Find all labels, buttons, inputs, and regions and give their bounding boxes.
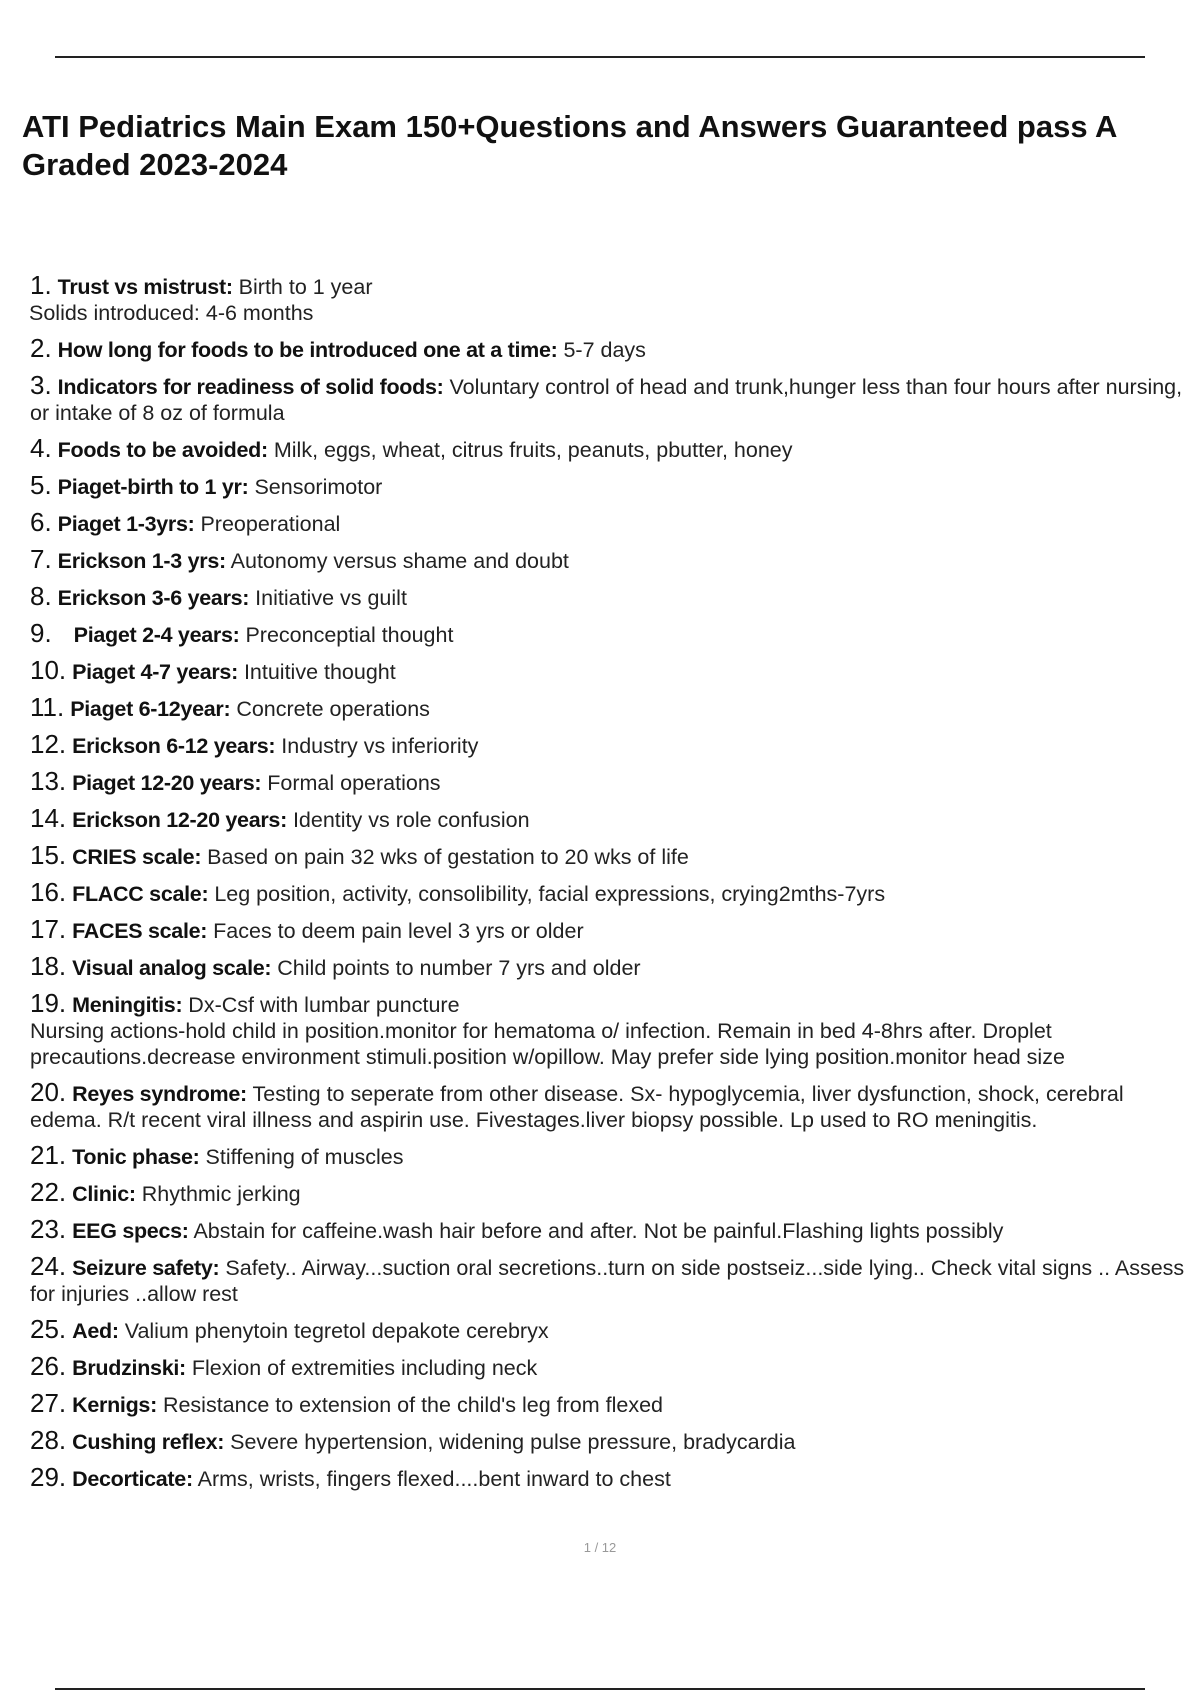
question-number: 5. (30, 470, 52, 500)
question-item (30, 879, 1190, 907)
question-item (30, 1353, 1190, 1381)
question-number: 3. (30, 370, 52, 400)
question-term: Piaget-birth to 1 yr: (57, 475, 249, 499)
question-item (30, 435, 1190, 463)
question-number: 12. (30, 729, 67, 759)
question-item (30, 1464, 1190, 1492)
question-item (30, 1427, 1190, 1455)
question-number: 15. (30, 840, 67, 870)
answer-continuation: Nursing actions-hold child in position.monitor for hematoma o/ infection. Remain in bed 4-8hrs after. Droplet precautions.decrease environment stimuli.position w/opillow. May prefer side lying position.monitor head size (30, 1019, 1065, 1069)
question-answer: Flexion of extremities including neck (191, 1356, 538, 1380)
question-item (30, 1216, 1190, 1244)
header-rule (55, 56, 1145, 58)
question-item (30, 768, 1190, 796)
question-answer: 5-7 days (563, 338, 646, 362)
question-term: Erickson 12-20 years: (72, 808, 287, 832)
question-term: Visual analog scale: (72, 956, 272, 980)
question-answer: Sensorimotor (254, 475, 383, 499)
question-answer: Concrete operations (236, 697, 430, 721)
question-item (30, 1253, 1190, 1307)
question-answer: Intuitive thought (243, 660, 396, 684)
question-number: 6. (30, 507, 52, 537)
question-answer: Formal operations (267, 771, 441, 795)
question-answer: Safety.. Airway...suction oral secretions..turn on side postseiz...side lying.. Check vital signs .. Assess for injuries ..allow rest (30, 1256, 1185, 1306)
question-answer: Voluntary control of head and trunk,hunger less than four hours after nursing, or intake of 8 oz of formula (30, 375, 1183, 425)
question-answer: Preoperational (200, 512, 341, 536)
question-number: 14. (30, 803, 67, 833)
question-number: 10. (30, 655, 67, 685)
question-item (30, 509, 1190, 537)
question-item (30, 372, 1190, 426)
question-term: Indicators for readiness of solid foods: (57, 375, 444, 399)
question-term: Kernigs: (72, 1393, 157, 1417)
question-term: Piaget 6-12year: (70, 697, 231, 721)
question-number: 8. (30, 581, 52, 611)
question-term: How long for foods to be introduced one at a time: (57, 338, 558, 362)
question-term: Brudzinski: (72, 1356, 186, 1380)
question-answer: Abstain for caffeine.wash hair before and after. Not be painful.Flashing lights possibly (193, 1219, 1004, 1243)
question-term: Piaget 2-4 years: (73, 623, 240, 647)
question-item (30, 272, 1190, 326)
question-number: 28. (30, 1425, 67, 1455)
question-item (30, 1142, 1190, 1170)
question-answer: Arms, wrists, fingers flexed....bent inward to chest (197, 1467, 671, 1491)
question-number: 26. (30, 1351, 67, 1381)
question-item (30, 805, 1190, 833)
question-answer: Resistance to extension of the child's leg from flexed (162, 1393, 664, 1417)
question-item (30, 694, 1190, 722)
question-item (30, 620, 1190, 648)
question-term: Clinic: (72, 1182, 136, 1206)
question-item (30, 1179, 1190, 1207)
question-answer: Child points to number 7 yrs and older (277, 956, 641, 980)
question-number: 17. (30, 914, 67, 944)
question-answer: Birth to 1 year (238, 275, 373, 299)
question-answer: Autonomy versus shame and doubt (230, 549, 569, 573)
question-item (30, 546, 1190, 574)
question-number: 2. (30, 333, 52, 363)
question-term: EEG specs: (72, 1219, 189, 1243)
question-answer: Based on pain 32 wks of gestation to 20 wks of life (207, 845, 689, 869)
question-term: Piaget 4-7 years: (72, 660, 238, 684)
question-term: Erickson 6-12 years: (72, 734, 276, 758)
question-item (30, 335, 1190, 363)
question-number: 21. (30, 1140, 67, 1170)
question-number: 16. (30, 877, 67, 907)
question-number: 25. (30, 1314, 67, 1344)
answer-continuation: Solids introduced: 4-6 months (29, 301, 314, 325)
question-answer: Initiative vs guilt (255, 586, 407, 610)
question-item (30, 953, 1190, 981)
question-item (30, 657, 1190, 685)
question-answer: Faces to deem pain level 3 yrs or older (213, 919, 584, 943)
document-title: ATI Pediatrics Main Exam 150+Questions and Answers Guaranteed pass A Graded 2023-2024 (22, 109, 1117, 182)
question-item (30, 916, 1190, 944)
question-term: Meningitis: (72, 993, 183, 1017)
question-item (30, 583, 1190, 611)
question-item (30, 731, 1190, 759)
question-answer: Testing to seperate from other disease. Sx- hypoglycemia, liver dysfunction, shock, cerebral edema. R/t recent viral illness and aspirin use. Fivestages.liver biopsy possible. Lp used to RO meningitis. (30, 1082, 1124, 1132)
question-term: Decorticate: (72, 1467, 193, 1491)
question-answer: Severe hypertension, widening pulse pressure, bradycardia (230, 1430, 796, 1454)
question-term: Seizure safety: (72, 1256, 220, 1280)
question-number: 24. (30, 1251, 67, 1281)
question-answer: Industry vs inferiority (281, 734, 479, 758)
question-answer: Valium phenytoin tegretol depakote cerebryx (124, 1319, 549, 1343)
question-term: FACES scale: (72, 919, 208, 943)
question-number: 7. (30, 544, 52, 574)
footer-rule (55, 1688, 1145, 1690)
question-term: Erickson 1-3 yrs: (57, 549, 226, 573)
question-answer: Leg position, activity, consolibility, facial expressions, crying2mths-7yrs (214, 882, 886, 906)
question-item (30, 1079, 1190, 1133)
question-term: Piaget 1-3yrs: (57, 512, 195, 536)
question-item (30, 472, 1190, 500)
question-number: 23. (30, 1214, 67, 1244)
page-number: 1 / 12 (583, 1540, 617, 1555)
question-answer: Stiffening of muscles (205, 1145, 404, 1169)
question-item (30, 990, 1190, 1070)
question-term: Reyes syndrome: (72, 1082, 247, 1106)
question-number: 20. (30, 1077, 67, 1107)
question-term: Tonic phase: (72, 1145, 200, 1169)
question-term: CRIES scale: (72, 845, 202, 869)
question-number: 29. (30, 1462, 67, 1492)
question-item (30, 842, 1190, 870)
question-term: Foods to be avoided: (57, 438, 268, 462)
question-number: 27. (30, 1388, 67, 1418)
question-answer: Identity vs role confusion (292, 808, 530, 832)
question-term: Trust vs mistrust: (57, 275, 233, 299)
question-number: 13. (30, 766, 67, 796)
question-term: FLACC scale: (72, 882, 209, 906)
question-item (30, 1316, 1190, 1344)
question-number: 18. (30, 951, 67, 981)
question-number: 22. (30, 1177, 67, 1207)
question-list (30, 272, 1190, 1501)
question-term: Cushing reflex: (72, 1430, 225, 1454)
question-answer: Dx-Csf with lumbar puncture (188, 993, 460, 1017)
question-item (30, 1390, 1190, 1418)
question-term: Aed: (72, 1319, 119, 1343)
question-number: 1. (30, 270, 52, 300)
question-answer: Milk, eggs, wheat, citrus fruits, peanuts, pbutter, honey (273, 438, 793, 462)
question-number: 4. (30, 433, 52, 463)
question-term: Piaget 12-20 years: (72, 771, 262, 795)
question-answer: Preconceptial thought (245, 623, 454, 647)
question-term: Erickson 3-6 years: (57, 586, 250, 610)
question-number: 9. (30, 618, 52, 648)
question-number: 19. (30, 988, 67, 1018)
question-answer: Rhythmic jerking (141, 1182, 301, 1206)
question-number: 11. (30, 692, 65, 722)
